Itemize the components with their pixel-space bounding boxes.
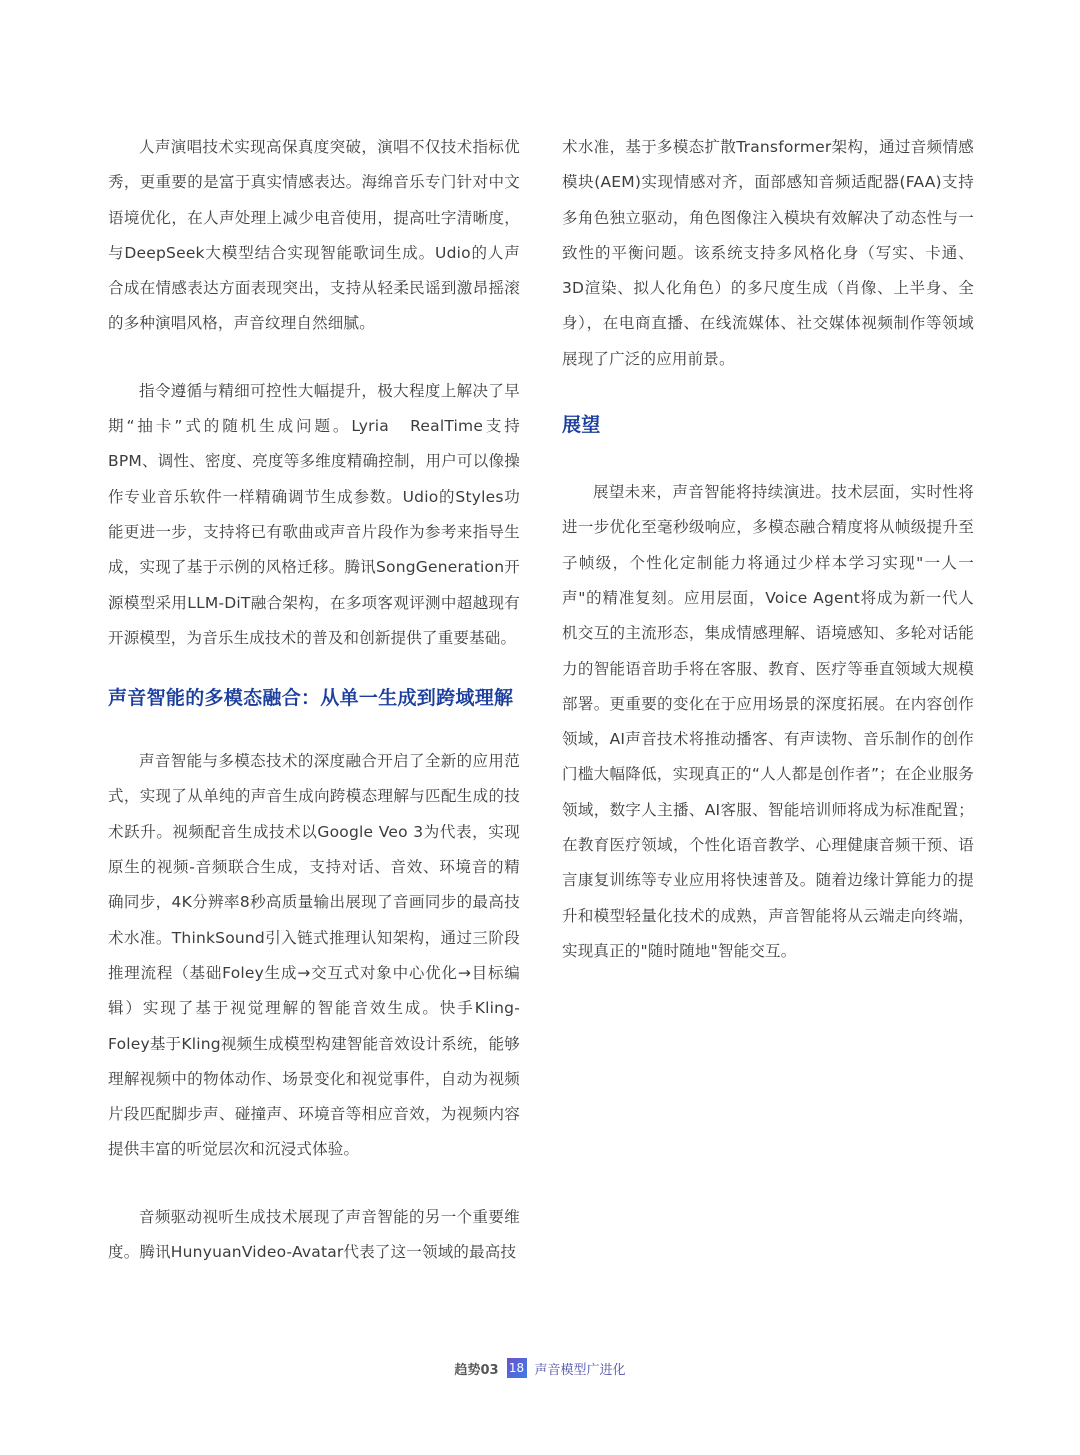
left-column [108, 130, 520, 1270]
section-heading-outlook: 展望 [562, 414, 601, 437]
paragraph-multimodal-fusion: 声音智能与多模态技术的深度融合开启了全新的应用范式，实现了从单纯的声音生成向跨模态理解与匹配生成的技术跃升。视频配音生成技术以Google Veo 3为代表，实现原生的视频-音频联合生成，支持对话、音效、环境音的精确同步，4K分辨率8秒高质量输出展现了音画同步的最高技术水准。ThinkSound引入链式推理认知架构，通过三阶段推理流程（基础Foley生成→交互式对象中心优化→目标编辑）实现了基于视觉理解的智能音效生成。快手Kling-Foley基于Kling视频生成模型构建智能音效设计系统，能够理解视频中的物体动作、场景变化和视觉事件，自动为视频片段匹配脚步声、碰撞声、环境音等相应音效，为视频内容提供丰富的听觉层次和沉浸式体验。 [108, 752, 520, 1159]
right-column [562, 130, 974, 969]
paragraph-vocal-synthesis: 人声演唱技术实现高保真度突破，演唱不仅技术指标优秀，更重要的是富于真实情感表达。海绵音乐专门针对中文语境优化，在人声处理上减少电音使用，提高吐字清晰度，与DeepSeek大模型结合实现智能歌词生成。Udio的人声合成在情感表达方面表现突出，支持从轻柔民谣到激昂摇滚的多种演唱风格，声音纹理自然细腻。 [108, 138, 520, 333]
footer-section-label: 趋势03 [454, 1362, 499, 1378]
paragraph-audio-driven: 音频驱动视听生成技术展现了声音智能的另一个重要维度。腾讯HunyuanVideo-Avatar代表了这一领域的最高技 [108, 1207, 520, 1262]
paragraph-outlook: 展望未来，声音智能将持续演进。技术层面，实时性将进一步优化至毫秒级响应，多模态融合精度将从帧级提升至子帧级，个性化定制能力将通过少样本学习实现"一人一声"的精准复刻。应用层面，Voice Agent将成为新一代人机交互的主流形态，集成情感理解、语境感知、多轮对话能力的智能语音助手将在客服、教育、医疗等垂直领域大规模部署。更重要的变化在于应用场景的深度拓展。在内容创作领域，AI声音技术将推动播客、有声读物、音乐制作的创作门槛大幅降低，实现真正的“人人都是创作者”；在企业服务领域，数字人主播、AI客服、智能培训师将成为标准配置；在教育医疗领域，个性化语音教学、心理健康音频干预、语言康复训练等专业应用将快速普及。随着边缘计算能力的提升和模型轻量化技术的成熟，声音智能将从云端走向终端，实现真正的"随时随地"智能交互。 [562, 483, 974, 960]
page-number: 18 [507, 1358, 527, 1378]
page-footer [0, 1358, 1080, 1378]
paragraph-controllability: 指令遵循与精细可控性大幅提升，极大程度上解决了早期“抽卡”式的随机生成问题。Lyria RealTime支持BPM、调性、密度、亮度等多维度精确控制，用户可以像操作专业音乐软件一样精确调节生成参数。Udio的Styles功能更进一步，支持将已有歌曲或声音片段作为参考来指导生成，实现了基于示例的风格迁移。腾讯SongGeneration开源模型采用LLM-DiT融合架构，在多项客观评测中超越现有开源模型，为音乐生成技术的普及和创新提供了重要基础。 [108, 381, 520, 647]
footer-chapter-title: 声音模型广进化 [534, 1362, 626, 1378]
paragraph-avatar-continued: 术水准，基于多模态扩散Transformer架构，通过音频情感模块(AEM)实现情感对齐，面部感知音频适配器(FAA)支持多角色独立驱动，角色图像注入模块有效解决了动态性与一致性的平衡问题。该系统支持多风格化身（写实、卡通、3D渲染、拟人化角色）的多尺度生成（肖像、上半身、全身），在电商直播、在线流媒体、社交媒体视频制作等领域展现了广泛的应用前景。 [562, 138, 974, 368]
section-heading-multimodal: 声音智能的多模态融合：从单一生成到跨域理解 [108, 687, 514, 710]
